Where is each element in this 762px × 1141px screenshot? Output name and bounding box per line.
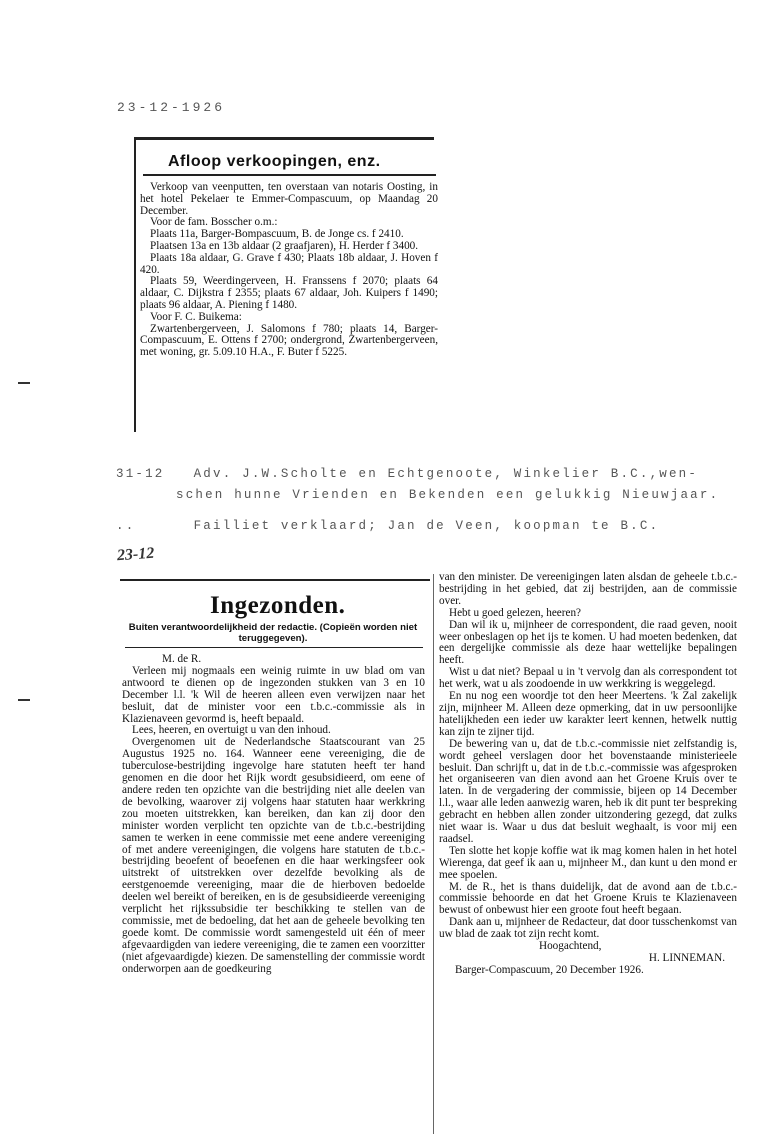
letter-paragraph: Dank aan u, mijnheer de Redacteur, dat door tusschenkomst van uw blad de zaak tot zijn recht komt. bbox=[439, 916, 737, 941]
letter-right-column bbox=[439, 572, 737, 977]
auction-paragraph: Verkoop van veenputten, ten overstaan van notaris Oosting, in het hotel Pekelaer te Emmer-Compascuum, op Maandag 20 December. bbox=[140, 181, 438, 217]
typed-note-line: .. Failliet verklaard; Jan de Veen, koopman te B.C. bbox=[116, 519, 660, 533]
typed-note-line: 31-12 Adv. J.W.Scholte en Echtgenoote, Winkelier B.C.,wen- bbox=[116, 467, 699, 481]
letter-paragraph: En nu nog een woordje tot den heer Meertens. 'k Zal zakelijk zijn, mijnheer M. Alleen deze opmerking, dat in uw persoonlijke hatelijkheden een ieder uw karakter leert kennen, hetwelk nuttig kan zijn te zijner tijd. bbox=[439, 690, 737, 738]
top-rule bbox=[134, 137, 434, 140]
letter-signature: H. LINNEMAN. bbox=[648, 952, 725, 964]
title-rule bbox=[143, 174, 436, 176]
auction-paragraph: Plaatsen 13a en 13b aldaar (2 graafjaren), H. Herder f 3400. bbox=[150, 239, 419, 252]
auction-paragraph: Zwartenbergerveen, J. Salomons f 780; plaats 14, Barger-Compascuum, E. Ottens f 2700; ondergrond, Zwartenbergerveen, met woning, gr. 5.09.10 H.A., F. Buter f 5225. bbox=[140, 322, 438, 359]
auction-body bbox=[140, 182, 438, 359]
auction-paragraph: Voor de fam. Bosscher o.m.: bbox=[150, 216, 278, 229]
letter-closing: Hoogachtend, bbox=[539, 940, 602, 953]
letter-subtitle: Buiten verantwoordelijkheid der redactie. (Copieën worden niet teruggegeven). bbox=[128, 622, 418, 644]
auction-paragraph: Voor F. C. Buikema: bbox=[150, 310, 242, 323]
letter-paragraph: M. de R., het is thans duidelijk, dat de avond aan de t.b.c.-commissie behoorde en dat het Groene Kruis te Klazienaveen bewust of onbewust hier een groote fout heeft begaan. bbox=[439, 880, 737, 917]
letter-paragraph: De bewering van u, dat de t.b.c.-commissie niet zelfstandig is, wordt geheel verslagen door het bovenstaande ministerieele besluit. Dan schrijft u, dat in de t.b.c.-commissie was afgesproken het organiseeren van dien avond aan het Groene Kruis over te laten. In de vergadering der commissie, bijeen op 14 December l.l., waar alle leden aanwezig waren, heb ik dit punt ter bespreking gebracht en hebben allen zonder uitzondering gezegd, dat zulks niet waar is. Waar u dus dat besluit weghaalt, is voor mij een raadsel. bbox=[439, 737, 737, 845]
letter-paragraph: Overgenomen uit de Nederlandsche Staatscourant van 25 Augustus 1925 no. 164. Wanneer eene vereeniging, die de tuberculose-bestrijding ingevolge hare statuten heeft ter hand genomen en die door het Rijk wordt gesubsidieerd, om eene of andere reden ten opzichte van die bestrijding niet alle deelen van de bevolking, waarover zij volgens haar statuten haar werkkring zou moeten uitstrekken, kan bereiken, dan kan zij door den minister worden verplicht ten opzichte van de t.b.c.-bestrijding samen te werken in eene commissie met eene andere vereeniging of met andere vereenigingen, die volgens hare statuten de t.b.c.-bestrijding beoefent of beoefenen en die haar werkingsfeer ook uitstrekt of uitstrekken over dezelfde bevolking als de eerstgenoemde vereeniging, maar die de hierboven bedoelde deelen wel bereikt of bereiken, en is de gesubsidieerde vereeniging verplicht het rijkssubsidie ter beschikking te stellen van de commissie, met de bedoeling, dat het aan de geheele bevolking ten goede komt. De commissie wordt samengesteld uit één of meer afgevaardigden van iedere vereeniging, die te zamen een voorzitter (niet afgevaardigde) kiezen. De samenstelling der commissie wordt onderworpen aan de goedkeuring bbox=[122, 736, 425, 975]
letter-salutation: M. de R. bbox=[162, 653, 202, 665]
letter-paragraph: van den minister. De vereenigingen laten alsdan de geheele t.b.c.-bestrijding in het gebied, dat zij bestrijden, aan de commissie over. bbox=[439, 571, 737, 607]
letter-paragraph: Hebt u goed gelezen, heeren? bbox=[449, 606, 582, 619]
typed-note-line: schen hunne Vrienden en Bekenden een gelukkig Nieuwjaar. bbox=[176, 488, 720, 502]
subtitle-rule bbox=[125, 647, 423, 648]
letter-paragraph: Lees, heeren, en overtuigt u van den inhoud. bbox=[132, 724, 331, 737]
letter-paragraph: Dan wil ik u, mijnheer de correspondent, die raad geven, nooit weer onbeslagen op het ijs te komen. U had moeten bedenken, dat een dergelijke commissie als deze haar wettelijke bepalingen heeft. bbox=[439, 618, 737, 667]
letter-paragraph: Ten slotte het kopje koffie wat ik mag komen halen in het hotel Wierenga, dat geef ik aan u, mijnheer M., dan kunt u den mond er mee spoelen. bbox=[439, 844, 737, 881]
letter-place-date: Barger-Compascuum, 20 December 1926. bbox=[455, 963, 644, 976]
letter-top-rule bbox=[120, 579, 430, 581]
auction-paragraph: Plaats 59, Weerdingerveen, H. Franssens f 2070; plaats 64 aldaar, C. Dijkstra f 2355; plaats 67 aldaar, Joh. Kuipers f 1490; plaats 96 aldaar, A. Piening f 1480. bbox=[140, 275, 438, 311]
letter-title: Ingezonden. bbox=[210, 592, 346, 619]
auction-title: Afloop verkoopingen, enz. bbox=[168, 153, 381, 170]
letter-paragraph: Verleen mij nogmaals een weinig ruimte in uw blad om van antwoord te dienen op de ingezonden stukken van 3 en 10 December l.l. 'k Wil de heeren alleen even verwijzen naar het besluit, dat de minister voor een t.b.c.-commissie als in Klazienaveen gevormd is, heeft bepaald. bbox=[122, 664, 425, 725]
margin-mark bbox=[18, 699, 30, 701]
letter-paragraph: Wist u dat niet? Bepaal u in 't vervolg dan als correspondent tot het werk, wat u als zoodoende in uw werkkring is weggelegd. bbox=[439, 666, 737, 691]
margin-mark bbox=[18, 382, 30, 384]
auction-paragraph: Plaats 18a aldaar, G. Grave f 430; Plaats 18b aldaar, J. Hoven f 420. bbox=[140, 251, 438, 276]
handwritten-date: 23-12 bbox=[116, 544, 155, 565]
letter-left-column bbox=[122, 654, 425, 975]
column-rule bbox=[433, 574, 434, 1134]
date-stamp: 23-12-1926 bbox=[117, 100, 226, 115]
left-rule bbox=[134, 140, 136, 432]
auction-paragraph: Plaats 11a, Barger-Bompascuum, B. de Jonge cs. f 2410. bbox=[150, 228, 404, 241]
